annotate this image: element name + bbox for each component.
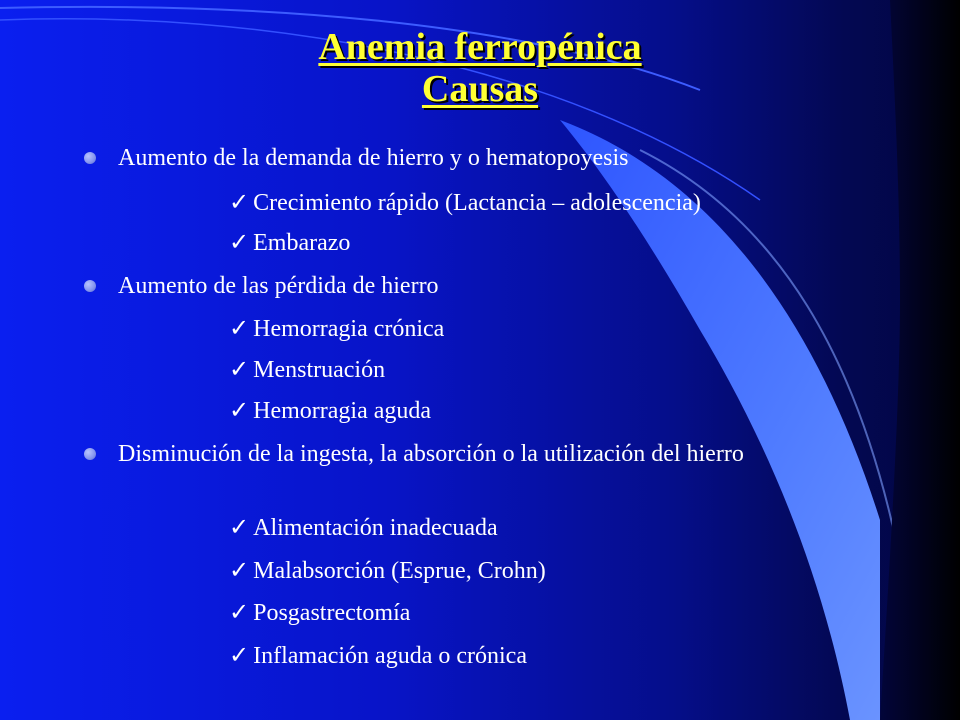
sub-list-item [229,315,444,343]
sub-list-item [229,599,410,627]
sub-list-item [229,642,527,670]
list-item: Disminución de la ingesta, la absorción o la utilización del hierro [118,441,744,467]
sub-list-item [229,557,546,585]
check-icon: ✓ [229,316,250,342]
sub-list-item-label: Alimentación inadecuada [253,515,498,541]
sub-list-item-label: Hemorragia crónica [253,316,445,342]
check-icon: ✓ [229,643,250,669]
sub-list-item-label: Menstruación [253,357,386,383]
check-icon: ✓ [229,230,250,256]
sub-list-item [229,514,498,542]
sub-list-item-label: Crecimiento rápido (Lactancia – adolescencia) [253,190,701,216]
bullet-dot-icon [84,448,96,460]
title-line-2: Causas [421,68,539,110]
sub-list-item-label: Inflamación aguda o crónica [253,643,527,669]
check-icon: ✓ [229,357,250,383]
check-icon: ✓ [229,515,250,541]
sub-list-item-label: Embarazo [253,230,351,256]
title-line-1: Anemia ferropénica [318,26,642,68]
sub-list-item [229,356,385,384]
check-icon: ✓ [229,600,250,626]
check-icon: ✓ [229,190,250,216]
bullet-dot-icon [84,280,96,292]
bullet-dot-icon [84,152,96,164]
check-icon: ✓ [229,398,250,424]
sub-list-item-label: Malabsorción (Esprue, Crohn) [253,558,546,584]
list-item: Aumento de las pérdida de hierro [118,273,439,299]
check-icon: ✓ [229,558,250,584]
list-item: Aumento de la demanda de hierro y o hematopoyesis [118,145,629,171]
sub-list-item [229,189,701,217]
sub-list-item-label: Posgastrectomía [253,600,411,626]
sub-list-item [229,397,431,425]
sub-list-item-label: Hemorragia aguda [253,398,432,424]
sub-list-item [229,229,350,257]
